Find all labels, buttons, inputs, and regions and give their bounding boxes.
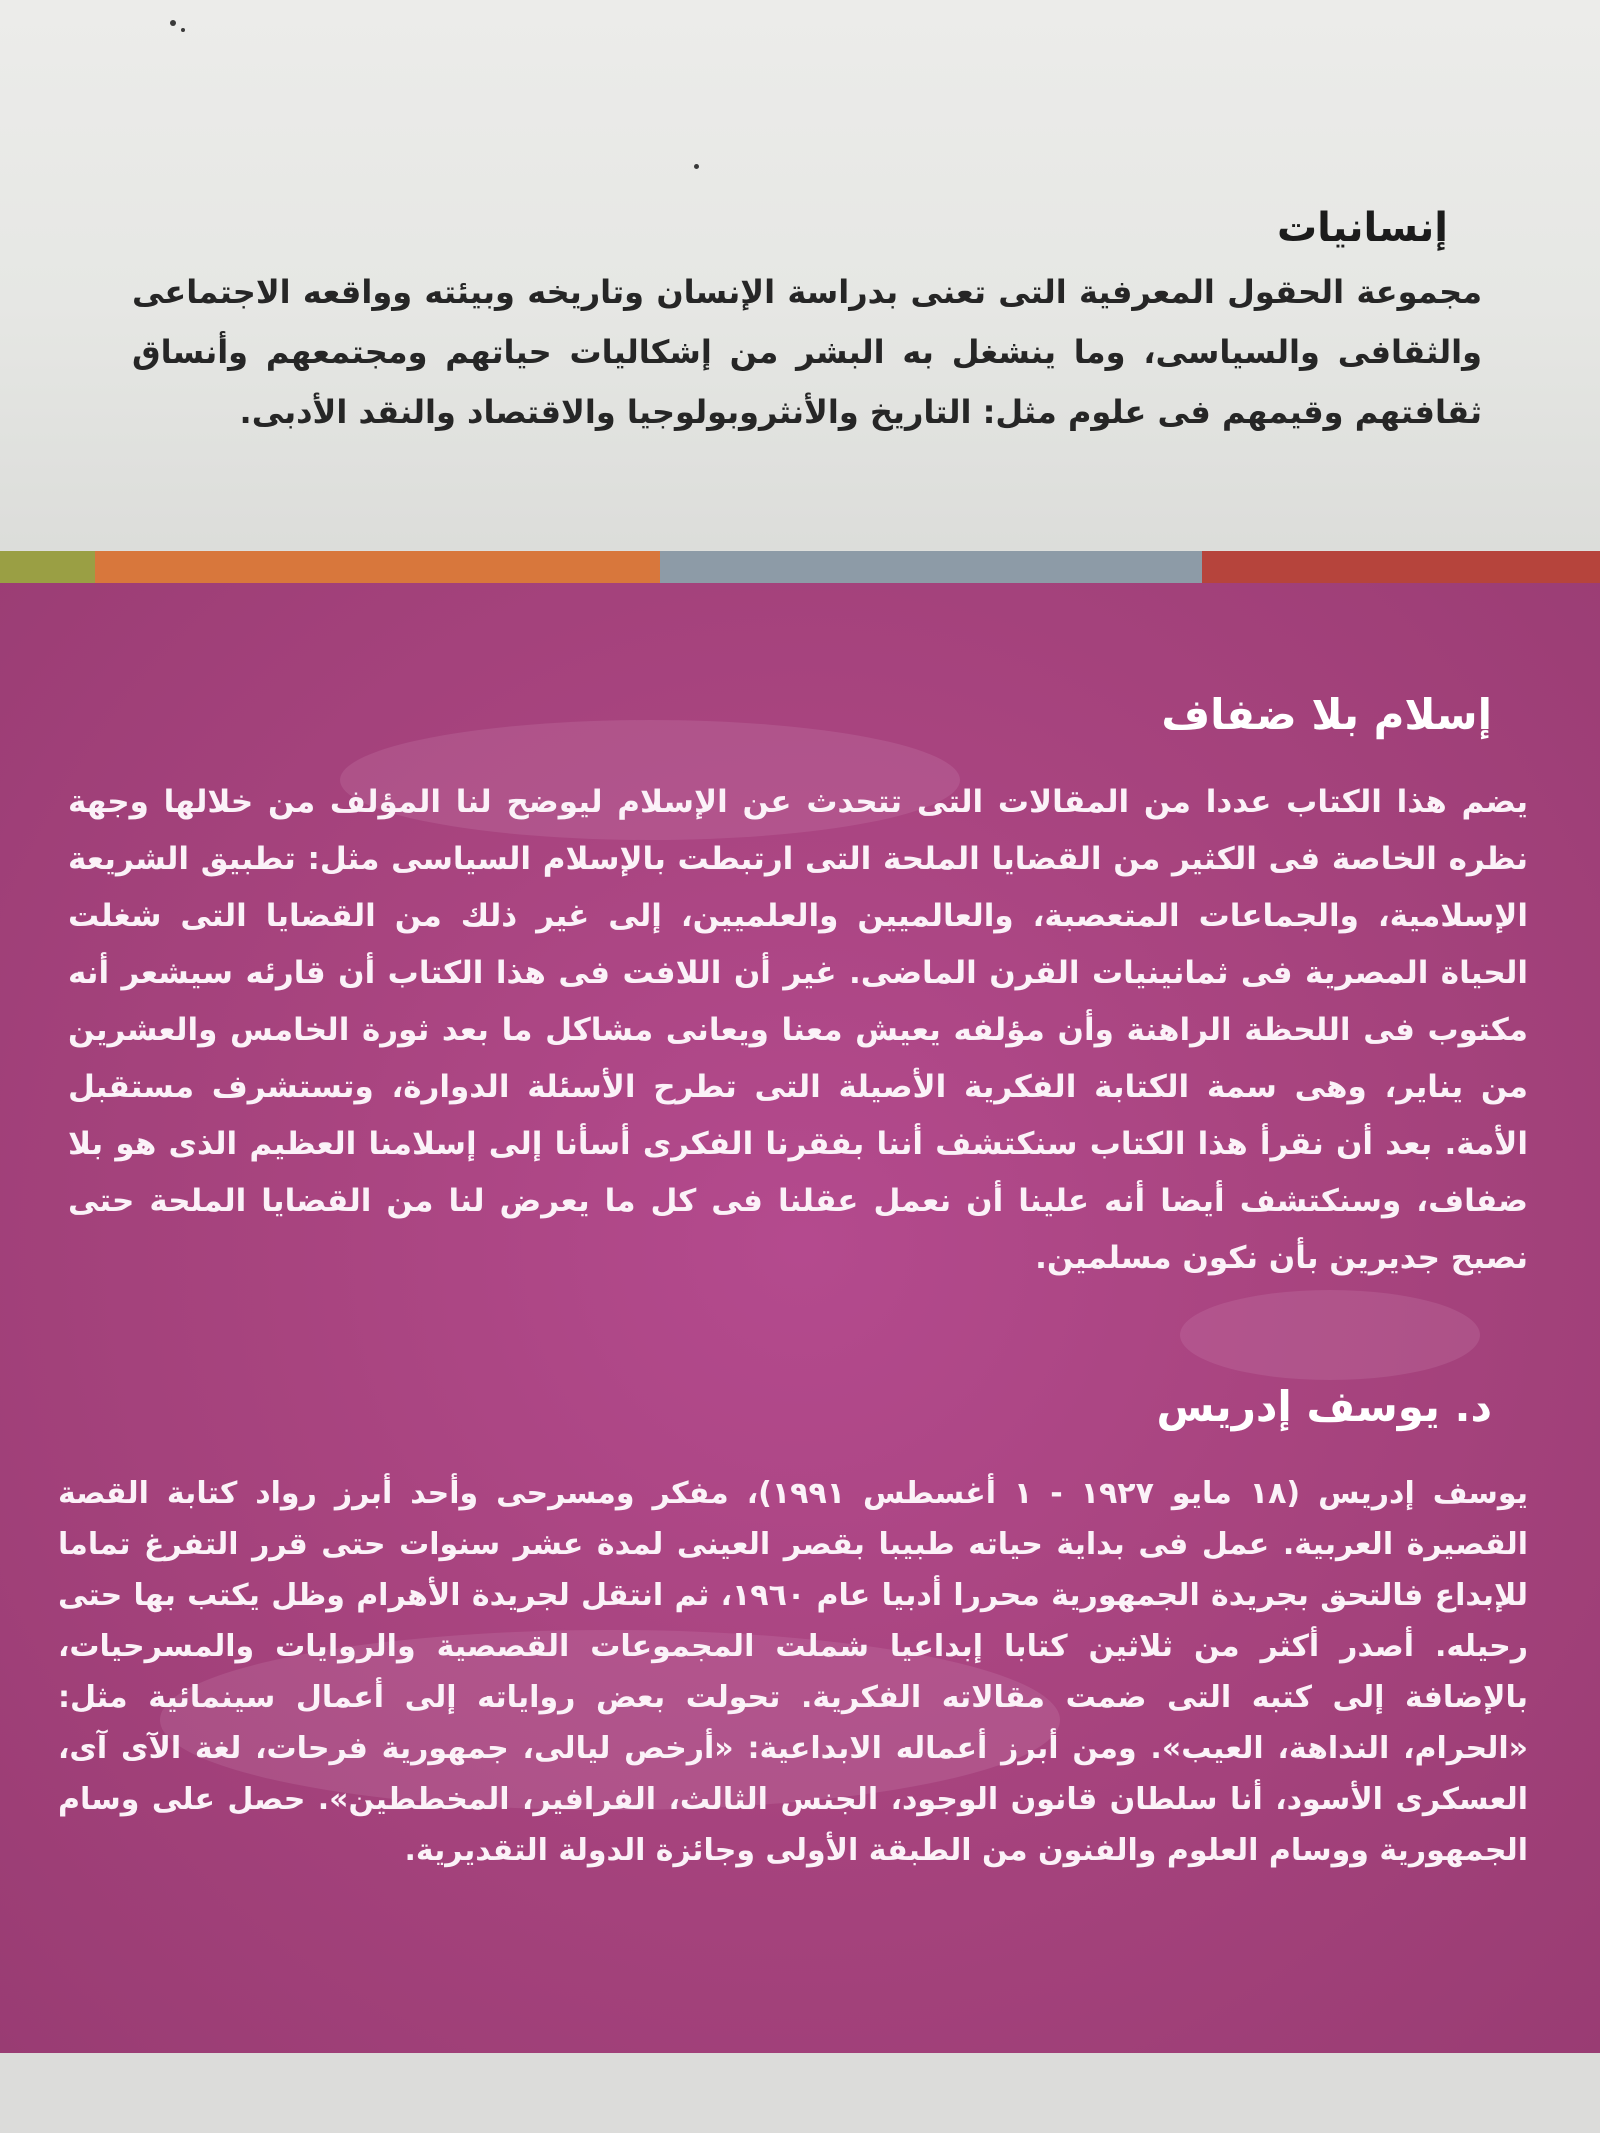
speck	[694, 164, 699, 169]
author-name: د. يوسف إدريس	[1156, 1382, 1492, 1431]
speck	[170, 20, 176, 26]
series-title: إنسانيات	[1276, 205, 1448, 251]
color-stripe-blue-gray	[660, 551, 1202, 583]
color-stripe-red	[1202, 551, 1600, 583]
book-title: إسلام بلا ضفاف	[1161, 690, 1492, 739]
speck	[181, 28, 185, 32]
book-description: يضم هذا الكتاب عددا من المقالات التى تتحدث عن الإسلام ليوضح لنا المؤلف من خلالها وجهة نظره الخاصة فى الكثير من القضايا الملحة التى ارتبطت بالإسلام السياسى مثل: تطبيق الشريعة الإسلامية، والجماعات المتعصبة، والعالميين والعلميين، إلى غير ذلك من القضايا التى شغلت الحياة المصرية فى ثمانينيات القرن الماضى. غير أن اللافت فى هذا الكتاب أن قارئه سيشعر أنه مكتوب فى اللحظة الراهنة وأن مؤلفه يعيش معنا ويعانى مشاكل ما بعد ثورة الخامس والعشرين من يناير، وهى سمة الكتابة الفكرية الأصيلة التى تطرح الأسئلة الدوارة، وتستشرف مستقبل الأمة. بعد أن نقرأ هذا الكتاب سنكتشف أننا بفقرنا الفكرى أسأنا إلى إسلامنا العظيم الذى هو بلا ضفاف، وسنكتشف أيضا أنه علينا أن نعمل عقلنا فى كل ما يعرض لنا من القضايا الملحة حتى نصبح جديرين بأن نكون مسلمين.	[68, 784, 1528, 1276]
color-stripe-olive	[0, 551, 95, 583]
bottom-margin	[0, 2053, 1600, 2133]
series-description: مجموعة الحقول المعرفية التى تعنى بدراسة الإنسان وتاريخه وبيئته وواقعه الاجتماعى والثقافى والسياسى، وما ينشغل به البشر من إشكاليات حياتهم ومجتمعهم وأنساق ثقافتهم وقيمهم فى علوم مثل: التاريخ والأنثروبولوجيا والاقتصاد والنقد الأدبى.	[132, 273, 1482, 431]
author-bio: يوسف إدريس (١٨ مايو ١٩٢٧ - ١ أغسطس ١٩٩١)، مفكر ومسرحى وأحد أبرز رواد كتابة القصة القصيرة العربية. عمل فى بداية حياته طبيبا بقصر العينى لمدة عشر سنوات حتى قرر التفرغ تماما للإبداع فالتحق بجريدة الجمهورية محررا أدبيا عام ١٩٦٠، ثم انتقل لجريدة الأهرام وظل يكتب بها حتى رحيله. أصدر أكثر من ثلاثين كتابا إبداعيا شملت المجموعات القصصية والروايات والمسرحيات، بالإضافة إلى كتبه التى ضمت مقالاته الفكرية. تحولت بعض رواياته إلى أعمال سينمائية مثل: «الحرام، النداهة، العيب». ومن أبرز أعماله الابداعية: «أرخص ليالى، جمهورية فرحات، لغة الآى آى، العسكرى الأسود، أنا سلطان قانون الوجود، الجنس الثالث، الفرافير، المخططين». حصل على وسام الجمهورية ووسام العلوم والفنون من الطبقة الأولى وجائزة الدولة التقديرية.	[58, 1476, 1528, 1868]
worn-patch	[1180, 1290, 1480, 1380]
color-stripe-orange	[95, 551, 660, 583]
